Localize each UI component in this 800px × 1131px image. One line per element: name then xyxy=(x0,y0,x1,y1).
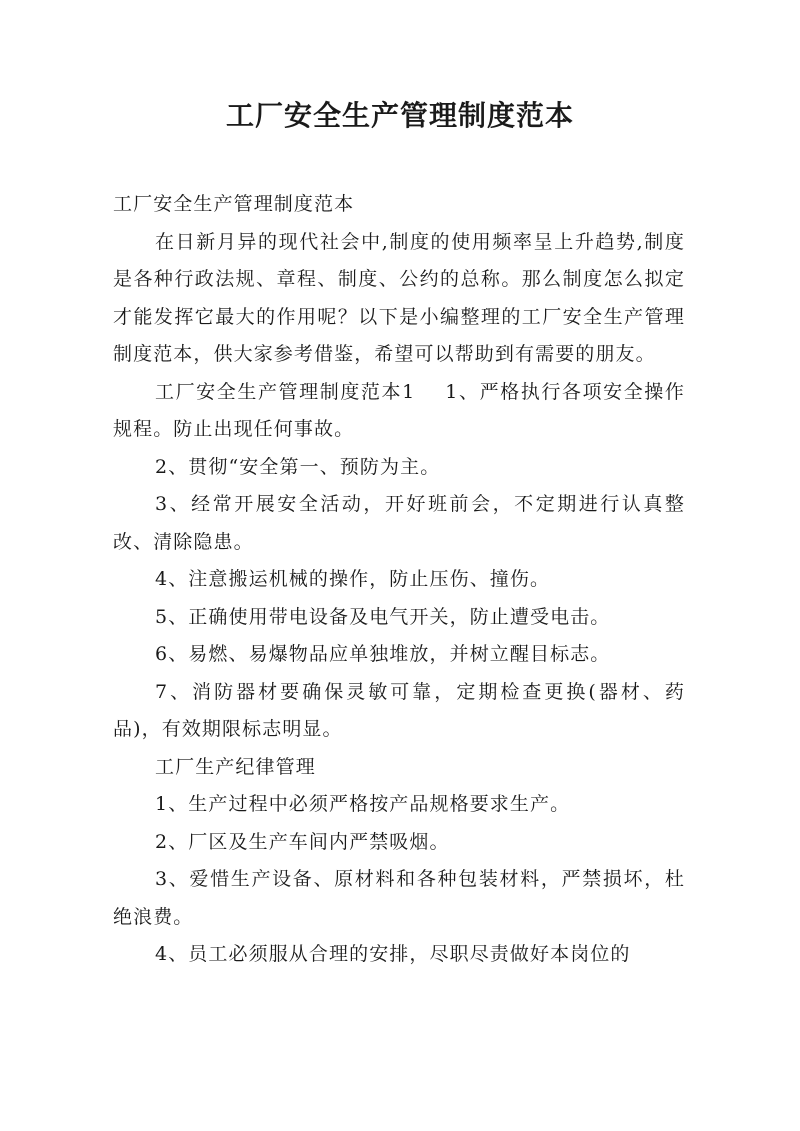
document-body xyxy=(113,186,685,974)
paragraph-intro: 在日新月异的现代社会中,制度的使用频率呈上升趋势,制度是各种行政法规、章程、制度、公约的总称。那么制度怎么拟定才能发挥它最大的作用呢？以下是小编整理的工厂安全生产管理制度范本，供大家参考借鉴，希望可以帮助到有需要的朋友。 xyxy=(113,230,685,365)
paragraph-subtitle: 工厂安全生产管理制度范本 xyxy=(113,193,355,215)
section-heading-discipline: 工厂生产纪律管理 xyxy=(155,755,316,778)
discipline-item-1: 1、生产过程中必须严格按产品规格要求生产。 xyxy=(155,793,571,815)
document-title: 工厂安全生产管理制度范本 xyxy=(225,99,574,132)
rule-item-4: 4、注意搬运机械的操作，防止压伤、撞伤。 xyxy=(155,568,551,590)
discipline-item-3: 3、爱惜生产设备、原材料和各种包装材料，严禁损坏，杜绝浪费。 xyxy=(113,868,685,928)
rule-item-3: 3、经常开展安全活动，开好班前会，不定期进行认真整改、清除隐患。 xyxy=(113,493,685,553)
discipline-item-2: 2、厂区及生产车间内严禁吸烟。 xyxy=(155,830,450,853)
rule-item-7: 7、消防器材要确保灵敏可靠，定期检查更换(器材、药品)，有效期限标志明显。 xyxy=(113,680,685,740)
rule-item-6: 6、易燃、易爆物品应单独堆放，并树立醒目标志。 xyxy=(155,643,611,665)
discipline-item-4: 4、员工必须服从合理的安排，尽职尽责做好本岗位的 xyxy=(155,943,631,965)
rule-item-2: 2、贯彻“安全第一、预防为主。 xyxy=(155,455,441,478)
rule-item-1: 1、严格执行各项安全操作规程。防止出现任何事故。 xyxy=(113,380,685,440)
section-heading: 工厂安全生产管理制度范本1 xyxy=(155,380,416,403)
paragraph-section-1 xyxy=(113,374,685,449)
rule-item-5: 5、正确使用带电设备及电气开关，防止遭受电击。 xyxy=(155,605,611,628)
